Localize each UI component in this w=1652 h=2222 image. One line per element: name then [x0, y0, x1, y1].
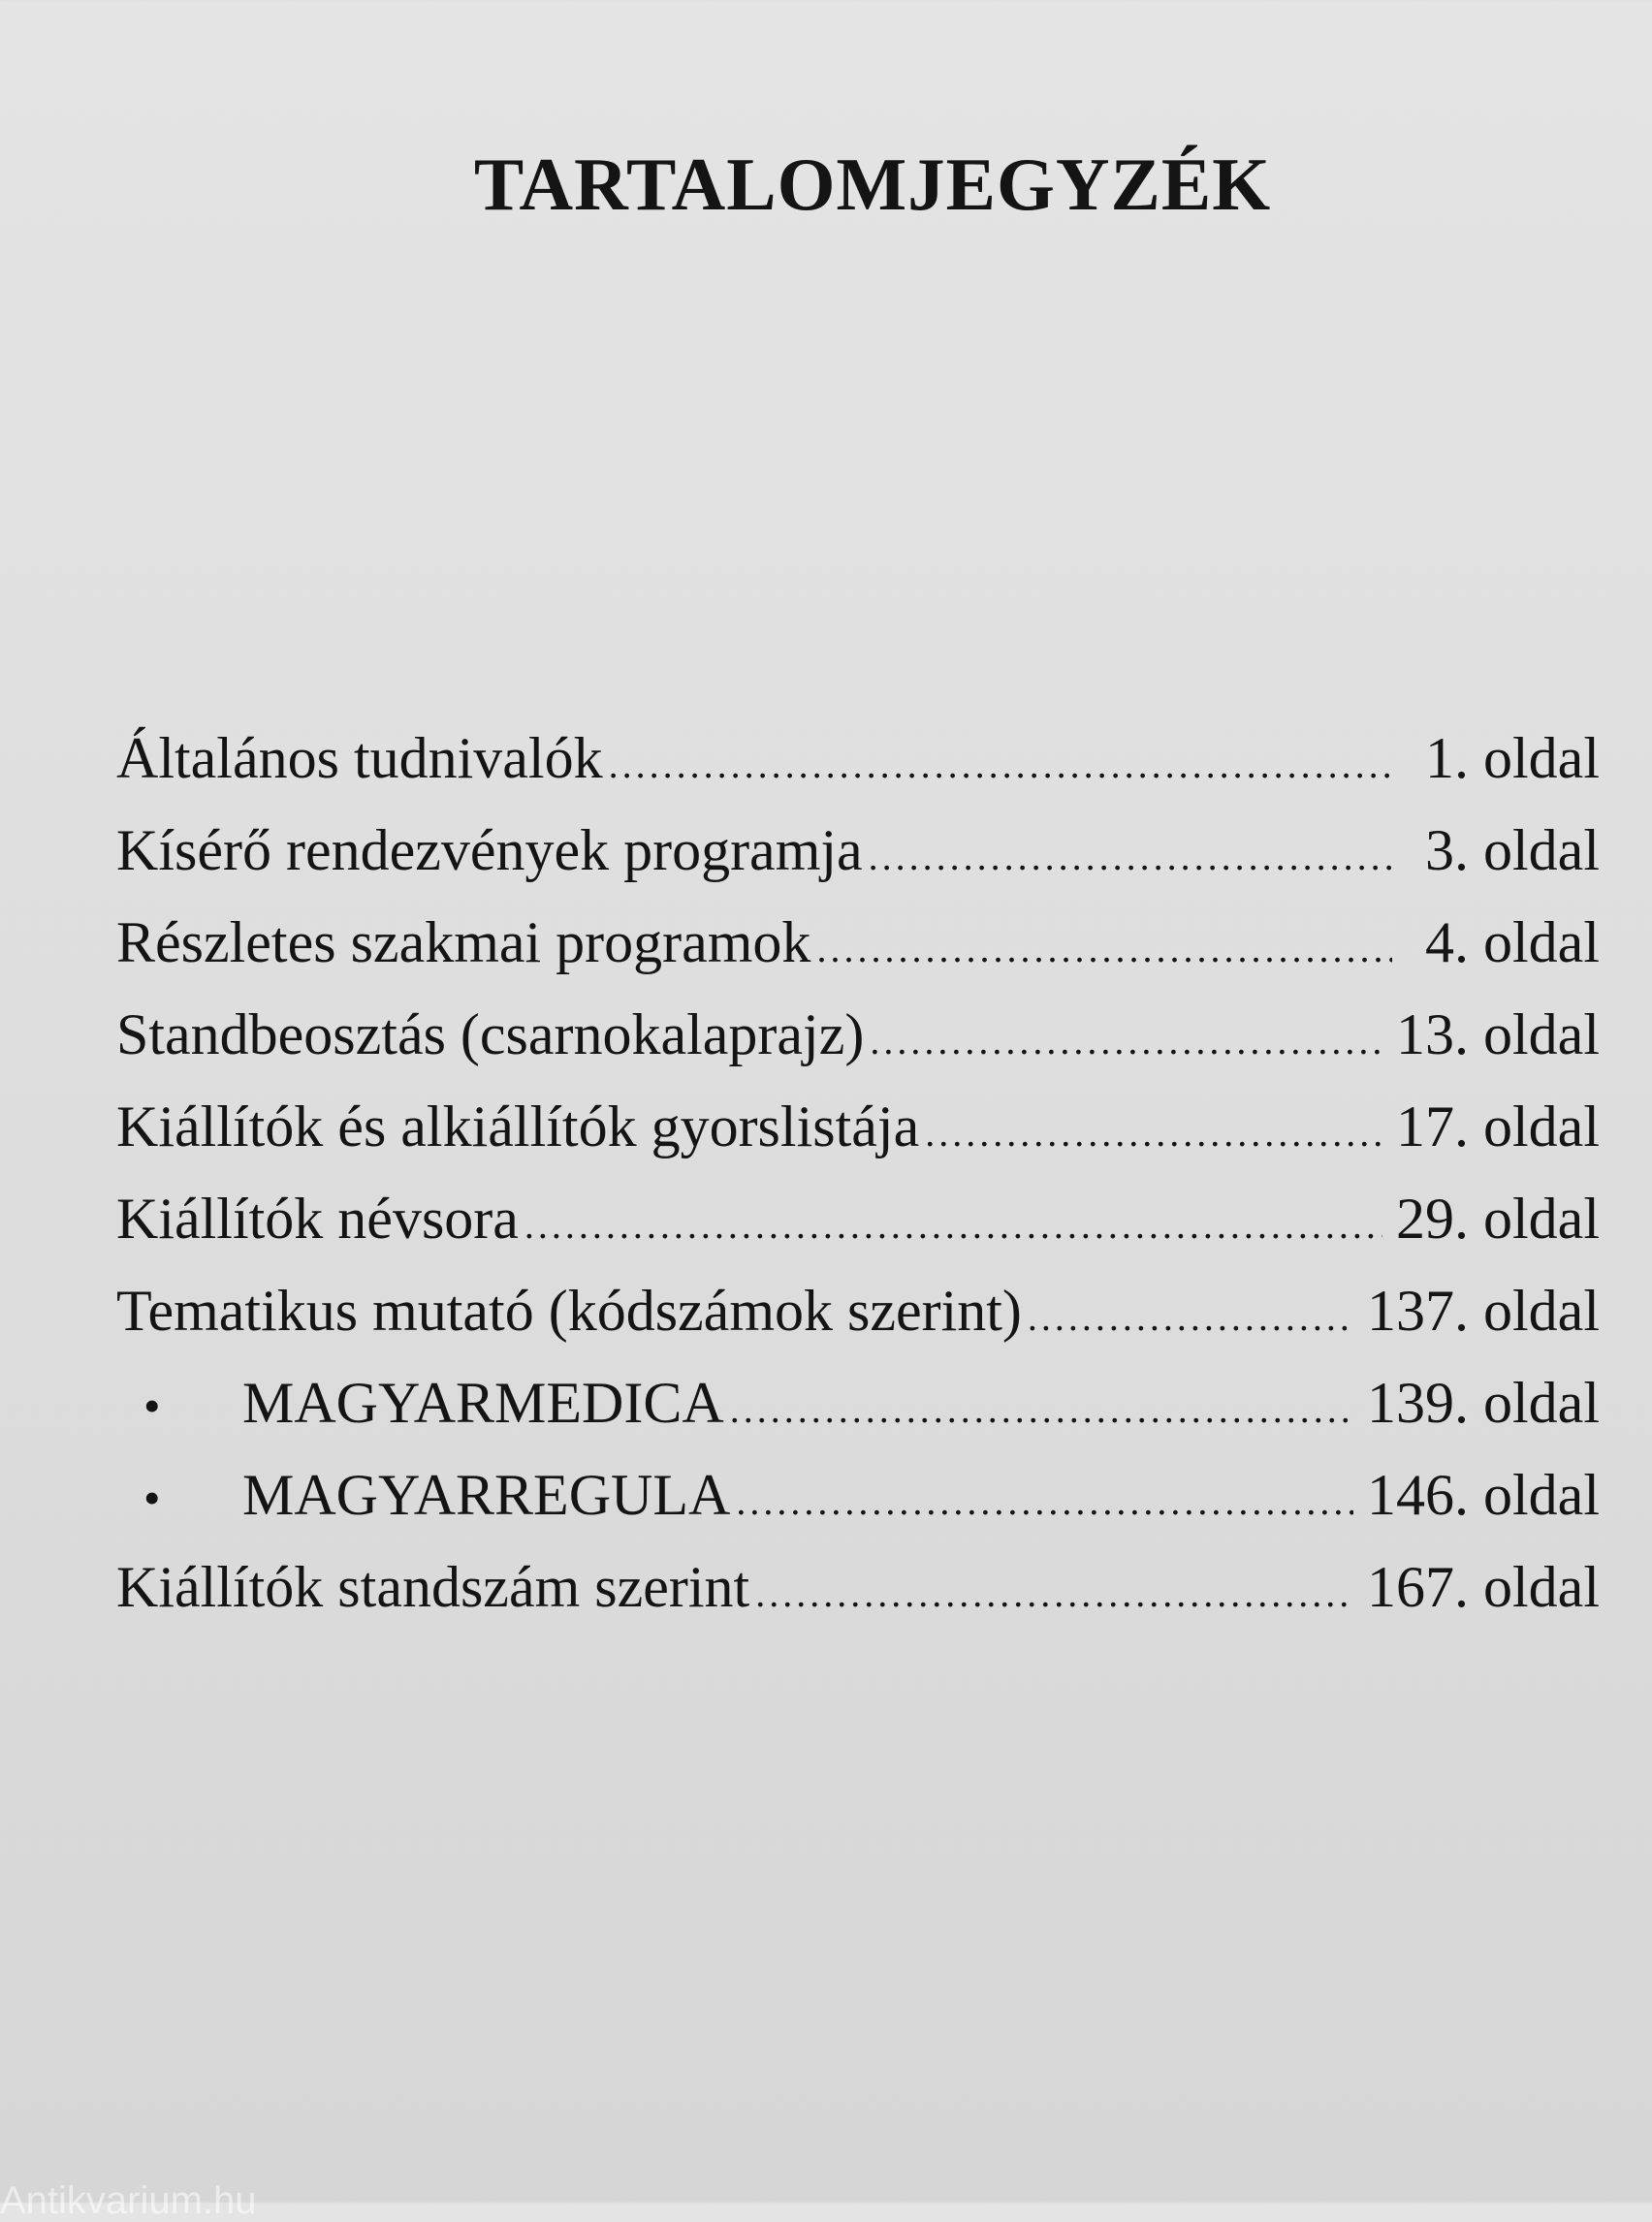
- toc-entry-page: 137. oldal: [1367, 1279, 1600, 1343]
- toc-entry-label: Kiállítók és alkiállítók gyorslistája: [116, 1095, 920, 1159]
- toc-entry-magyarregula: [116, 1449, 1600, 1541]
- dot-leader: [755, 1547, 1353, 1639]
- toc-entry-page: 139. oldal: [1367, 1371, 1600, 1435]
- toc-entry-label: MAGYARMEDICA: [242, 1371, 724, 1435]
- toc-entry-page: 167. oldal: [1367, 1555, 1600, 1619]
- dot-leader: [925, 1087, 1382, 1179]
- toc-entry-label: Általános tudnivalók: [116, 726, 603, 790]
- toc-entry-label: Kiállítók névsora: [116, 1187, 519, 1251]
- dot-leader: [869, 810, 1392, 903]
- dot-leader: [816, 903, 1392, 995]
- toc-entry-page: 1. oldal: [1425, 726, 1600, 790]
- page-title: TARTALOMJEGYZÉK: [473, 142, 1272, 226]
- toc-entry-page: 3. oldal: [1425, 818, 1600, 882]
- toc-entry-gyorslista: [116, 1081, 1600, 1173]
- toc-entry-page: 4. oldal: [1425, 910, 1600, 974]
- dot-leader: [870, 995, 1382, 1087]
- toc-entry-label: Kiállítók standszám szerint: [116, 1555, 750, 1619]
- toc-entry-standszam-szerint: [116, 1541, 1600, 1634]
- bullet-icon: •: [143, 1379, 161, 1433]
- toc-entry-tematikus-mutato: [116, 1265, 1600, 1357]
- dot-leader: [609, 718, 1392, 810]
- dot-leader: [736, 1455, 1353, 1547]
- toc-entry-page: 29. oldal: [1396, 1187, 1600, 1251]
- dot-leader: [1028, 1271, 1353, 1363]
- toc-entry-page: 17. oldal: [1396, 1095, 1600, 1159]
- toc-entry-label: MAGYARREGULA: [242, 1463, 731, 1527]
- dot-leader: [524, 1179, 1382, 1271]
- toc-entry-magyarmedica: [116, 1357, 1600, 1449]
- toc-entry-page: 146. oldal: [1367, 1463, 1600, 1527]
- toc-entry-label: Kísérő rendezvények programja: [116, 818, 863, 882]
- toc-entry-label: Tematikus mutató (kódszámok szerint): [116, 1279, 1022, 1343]
- table-of-contents: [116, 713, 1600, 1634]
- toc-entry-label: Részletes szakmai programok: [116, 910, 811, 974]
- toc-entry-standbeosztas: [116, 989, 1600, 1081]
- toc-entry-kisero-rendezvenyek: [116, 805, 1600, 897]
- dot-leader: [730, 1363, 1353, 1455]
- toc-entry-label: Standbeosztás (csarnokalaprajz): [116, 1002, 865, 1066]
- toc-entry-reszletes-szakmai-programok: [116, 897, 1600, 989]
- toc-entry-altalanos-tudnivalok: [116, 713, 1600, 805]
- toc-entry-page: 13. oldal: [1396, 1002, 1600, 1066]
- watermark: Antikvarium.hu: [0, 2179, 257, 2222]
- bullet-icon: •: [143, 1471, 161, 1525]
- toc-entry-kiallitok-nevsora: [116, 1173, 1600, 1265]
